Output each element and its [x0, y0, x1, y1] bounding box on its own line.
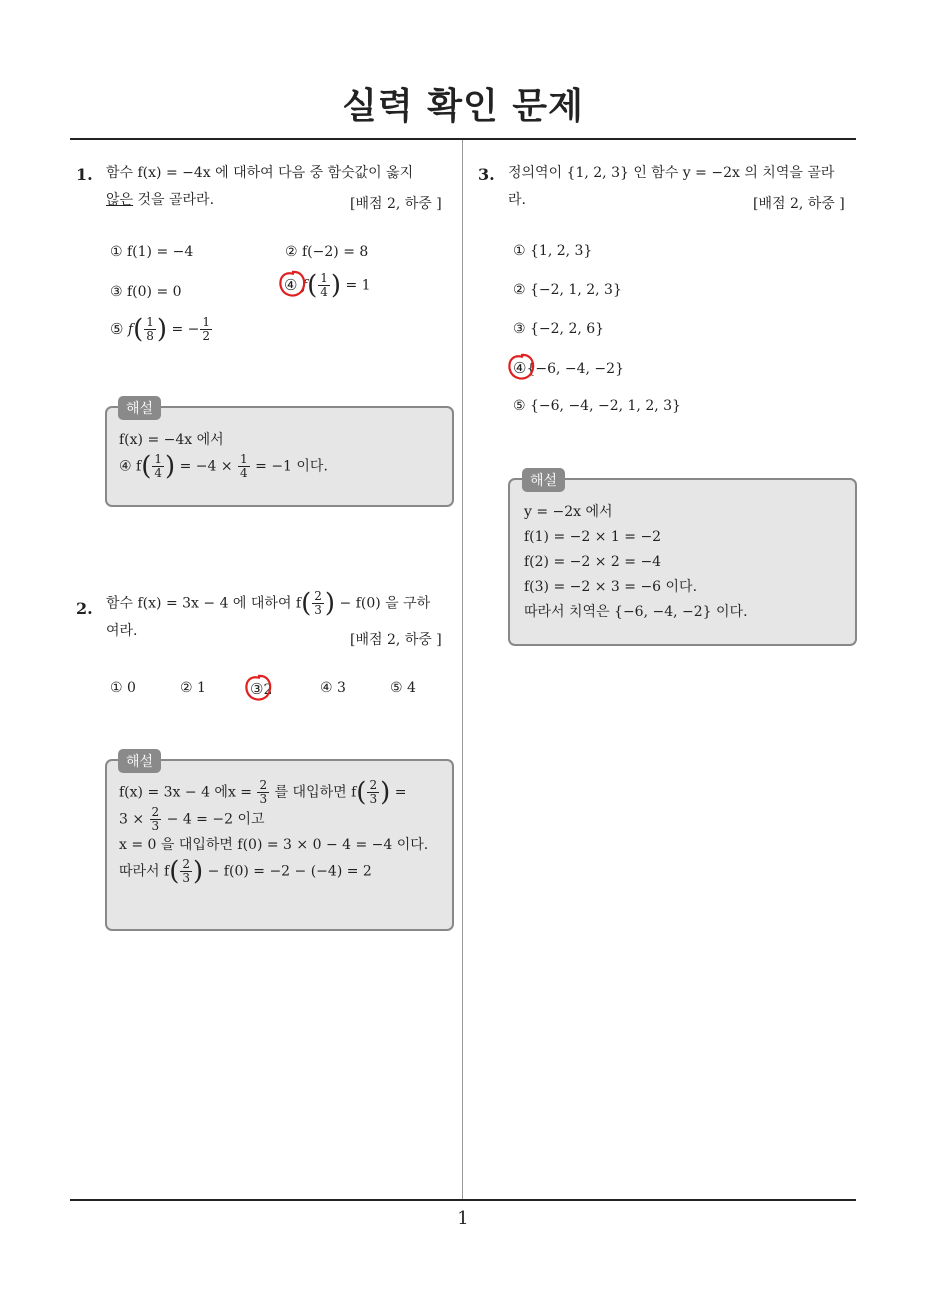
q2-option-2[interactable]: ② 1	[180, 680, 206, 696]
exp3-line-1: y = −2x 에서	[524, 504, 613, 520]
fraction: $\frac{1}{4}$	[320, 271, 328, 299]
answer-marker: ③	[250, 680, 263, 698]
q2-option-4[interactable]: ④ 3	[320, 680, 346, 696]
question-3-line-2: 라.	[508, 192, 526, 208]
title-divider	[70, 138, 856, 140]
question-2-line-1: 함수 f(x) = 3x − 4 에 대하여 f( $\frac{2}{3}$ ) − f(0) 을 구하	[106, 588, 431, 619]
exp3-line-5: 따라서 치역은 {−6, −4, −2} 이다.	[524, 604, 748, 620]
red-circle-icon	[506, 352, 536, 382]
answer-marker: ④	[513, 359, 526, 377]
question-1-number: 1.	[76, 165, 93, 184]
exp3-line-2: f(1) = −2 × 1 = −2	[524, 529, 662, 545]
explanation-tag: 해설	[522, 468, 565, 492]
answer-marker: ④	[284, 276, 297, 294]
exp3-line-4: f(3) = −2 × 3 = −6 이다.	[524, 579, 698, 595]
question-2-score: [배점 2, 하중 ]	[350, 632, 442, 648]
explanation-tag: 해설	[118, 396, 161, 420]
q1-option-5[interactable]: ⑤ f( $\frac{1}{8}$ ) = − $\frac{1}{2}$	[110, 314, 211, 345]
question-2-number: 2.	[76, 599, 93, 618]
q1-option-2[interactable]: ② f(−2) = 8	[285, 244, 369, 260]
explanation-box-3	[508, 478, 857, 646]
explanation-box-2	[105, 759, 454, 931]
question-2-line-2: 여라.	[106, 622, 138, 639]
question-1-line-1: 함수 f(x) = −4x 에 대하여 다음 중 함숫값이 옳지	[106, 165, 414, 181]
question-3-line-1: 정의역이 {1, 2, 3} 인 함수 y = −2x 의 치역을 골라	[508, 165, 835, 181]
question-3-number: 3.	[478, 165, 495, 184]
exp2-line-1: f(x) = 3x − 4 에x = $\frac{2}{3}$ 를 대입하면 f( $\frac{2}{3}$ ) =	[119, 777, 407, 808]
exp3-line-3: f(2) = −2 × 2 = −4	[524, 554, 662, 570]
explanation-tag: 해설	[118, 749, 161, 773]
explanation-box-1	[105, 406, 454, 507]
q1-option-1[interactable]: ① f(1) = −4	[110, 244, 194, 260]
q2-option-3[interactable]: ③2	[250, 680, 272, 698]
q3-option-4[interactable]: ④{−6, −4, −2}	[513, 359, 624, 377]
exp2-line-2: 3 × $\frac{2}{3}$ − 4 = −2 이고	[119, 805, 265, 833]
q2-option-5[interactable]: ⑤ 4	[390, 680, 416, 696]
exp2-line-3: x = 0 을 대입하면 f(0) = 3 × 0 − 4 = −4 이다.	[119, 837, 429, 853]
q1-option-4[interactable]: ④ f( $\frac{1}{4}$ ) = 1	[284, 272, 371, 299]
footer-divider	[70, 1199, 856, 1201]
red-circle-icon	[243, 673, 273, 703]
q3-option-5[interactable]: ⑤ {−6, −4, −2, 1, 2, 3}	[513, 398, 681, 414]
q1-option-3[interactable]: ③ f(0) = 0	[110, 284, 182, 300]
question-3-score: [배점 2, 하중 ]	[753, 196, 845, 212]
q2-option-1[interactable]: ① 0	[110, 680, 136, 696]
red-circle-icon	[277, 269, 307, 299]
exp1-line-1: f(x) = −4x 에서	[119, 432, 224, 448]
fraction: $\frac{1}{2}$	[202, 315, 211, 343]
underlined-word: 않은	[106, 192, 134, 208]
q3-option-1[interactable]: ① {1, 2, 3}	[513, 243, 593, 259]
exp2-line-4: 따라서 f( $\frac{2}{3}$ ) − f(0) = −2 − (−4) = 2	[119, 856, 372, 887]
question-1-score: [배점 2, 하중 ]	[350, 196, 442, 212]
fraction: $\frac{1}{8}$	[146, 315, 154, 343]
question-1-line-2-rest: 것을 골라라.	[133, 192, 215, 208]
exp1-line-2: ④ f( $\frac{1}{4}$ ) = −4 × $\frac{1}{4}$ = −1 이다.	[119, 451, 328, 482]
column-divider	[462, 140, 463, 1200]
page-title: 실력 확인 문제	[342, 86, 584, 127]
page-number: 1	[457, 1208, 469, 1229]
q3-option-3[interactable]: ③ {−2, 2, 6}	[513, 321, 605, 337]
q3-option-2[interactable]: ② {−2, 1, 2, 3}	[513, 282, 622, 298]
